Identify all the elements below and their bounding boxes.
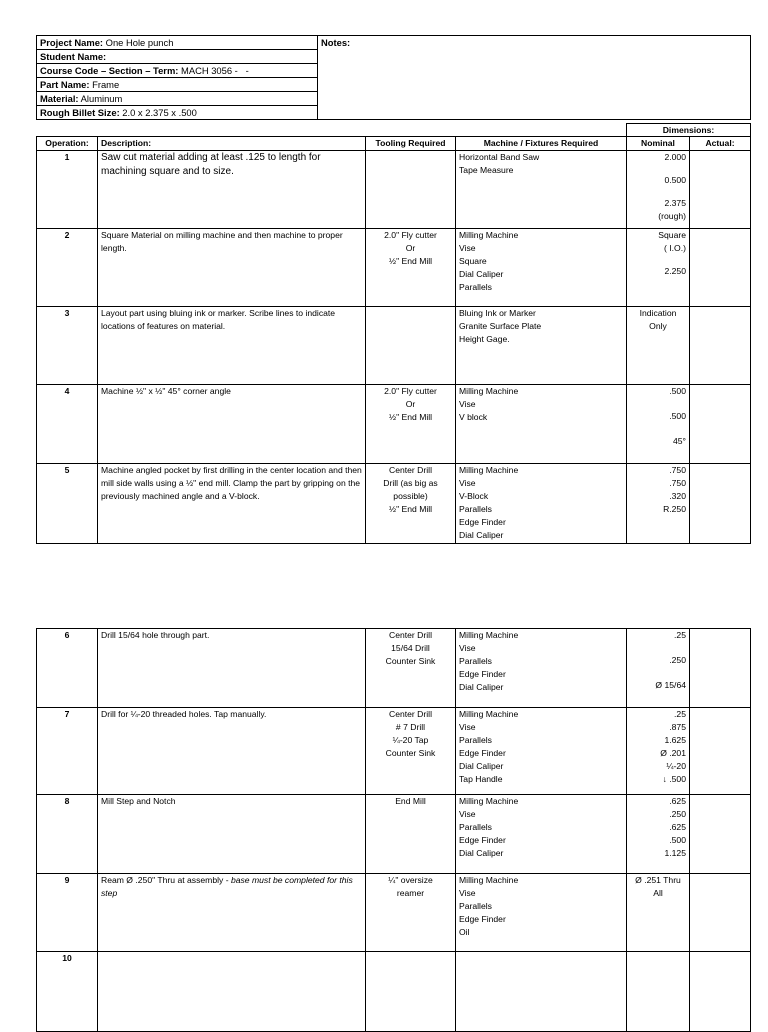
op-nominal[interactable]: Indication Only [627,307,690,385]
op-description-text: Ream Ø .250" Thru at assembly - [101,875,231,885]
op-tooling[interactable]: Center Drill Drill (as big as possible) ½" End Mill [366,464,456,544]
op-description[interactable]: Drill 15/64 hole through part. [98,629,366,708]
op-actual[interactable] [690,795,751,874]
op-machine[interactable] [456,952,627,1032]
op-number: 5 [37,464,98,544]
operation-header: Operation: [37,137,98,151]
notes-label: Notes: [321,37,351,48]
table-row [37,151,751,229]
course-cell [37,64,318,78]
op-nominal[interactable] [627,952,690,1032]
op-machine[interactable]: Milling Machine Vise Square Dial Caliper Parallels [456,229,627,307]
part-name-value[interactable]: Frame [92,79,120,90]
op-tooling[interactable] [366,307,456,385]
op-number: 2 [37,229,98,307]
op-machine[interactable]: Bluing Ink or Marker Granite Surface Plate Height Gage. [456,307,627,385]
op-tooling[interactable] [366,151,456,229]
op-description[interactable]: Square Material on milling machine and then machine to proper length. [98,229,366,307]
op-actual[interactable] [690,464,751,544]
op-tooling[interactable]: End Mill [366,795,456,874]
table-row [37,464,751,544]
op-number: 10 [37,952,98,1032]
op-nominal[interactable]: .25 .250 Ø 15/64 [627,629,690,708]
op-description[interactable]: Mill Step and Notch [98,795,366,874]
operations-table-1 [36,123,751,544]
billet-value[interactable]: 2.0 x 2.375 x .500 [122,107,197,118]
op-nominal[interactable]: Ø .251 Thru All [627,874,690,952]
op-nominal[interactable]: .750 .750 .320 R.250 [627,464,690,544]
op-actual[interactable] [690,629,751,708]
op-actual[interactable] [690,307,751,385]
op-actual[interactable] [690,151,751,229]
part-name-label: Part Name: [40,79,90,90]
table-row [37,795,751,874]
student-name-label: Student Name: [40,51,107,62]
op-tooling[interactable]: 2.0" Fly cutter Or ½" End Mill [366,385,456,464]
op-machine[interactable]: Milling Machine Vise V block [456,385,627,464]
op-tooling[interactable] [366,952,456,1032]
op-machine[interactable]: Milling Machine Vise V-Block Parallels Edge Finder Dial Caliper [456,464,627,544]
student-name-cell [37,50,318,64]
op-machine[interactable]: Milling Machine Vise Parallels Edge Finder Dial Caliper [456,629,627,708]
op-nominal[interactable]: Square ( I.O.) 2.250 [627,229,690,307]
op-number: 4 [37,385,98,464]
op-actual[interactable] [690,708,751,795]
op-description[interactable]: Machine angled pocket by first drilling in the center location and then mill side walls using a ½" end mill. Clamp the part by gripping on the previously machined angle and a V-block. [98,464,366,544]
op-number: 9 [37,874,98,952]
op-description[interactable]: Machine ½" x ½" 45° corner angle [98,385,366,464]
op-number: 6 [37,629,98,708]
header-info-table [36,35,751,120]
material-value[interactable]: Aluminum [80,93,123,104]
tooling-header: Tooling Required [366,137,456,151]
nominal-header: Nominal [627,137,690,151]
table-row [37,229,751,307]
table-row [37,385,751,464]
op-actual[interactable] [690,952,751,1032]
op-actual[interactable] [690,229,751,307]
op-description-note: base must be completed for this step [101,875,353,898]
course-label: Course Code – Section – Term: [40,65,179,76]
op-tooling[interactable]: ¼" oversize reamer [366,874,456,952]
op-tooling[interactable]: Center Drill # 7 Drill ¼-20 Tap Counter Sink [366,708,456,795]
op-description[interactable]: Saw cut material adding at least .125 to length for machining square and to size. [98,151,366,229]
machine-header: Machine / Fixtures Required [456,137,627,151]
op-machine[interactable]: Milling Machine Vise Parallels Edge Finder Dial Caliper Tap Handle [456,708,627,795]
op-machine[interactable]: Horizontal Band Saw Tape Measure [456,151,627,229]
course-value[interactable]: MACH 3056 - - [181,65,249,76]
material-cell [37,92,318,106]
op-actual[interactable] [690,385,751,464]
material-label: Material: [40,93,79,104]
op-description[interactable] [98,952,366,1032]
notes-cell[interactable] [318,36,751,120]
project-name-label: Project Name: [40,37,104,48]
op-description[interactable]: Layout part using bluing ink or marker. Scribe lines to indicate locations of features on material. [98,307,366,385]
op-machine[interactable]: Milling Machine Vise Parallels Edge Finder Oil [456,874,627,952]
table-row [37,708,751,795]
project-name-value[interactable]: One Hole punch [105,37,174,48]
op-tooling[interactable]: Center Drill 15/64 Drill Counter Sink [366,629,456,708]
description-header: Description: [98,137,366,151]
op-actual[interactable] [690,874,751,952]
op-machine[interactable]: Milling Machine Vise Parallels Edge Finder Dial Caliper [456,795,627,874]
table-row [37,307,751,385]
op-nominal[interactable]: .500 .500 45° [627,385,690,464]
op-number: 8 [37,795,98,874]
op-number: 7 [37,708,98,795]
billet-cell [37,106,318,120]
part-name-cell [37,78,318,92]
actual-header: Actual: [690,137,751,151]
dimensions-header: Dimensions: [627,124,751,137]
table-row [37,874,751,952]
op-nominal[interactable]: .625 .250 .625 .500 1.125 [627,795,690,874]
op-nominal[interactable]: .25 .875 1.625 Ø .201 ¼-20 ↓ .500 [627,708,690,795]
op-number: 3 [37,307,98,385]
table-row [37,952,751,1032]
op-tooling[interactable]: 2.0" Fly cutter Or ½" End Mill [366,229,456,307]
op-description[interactable] [98,874,366,952]
operations-table-2 [36,628,751,1032]
project-name-cell [37,36,318,50]
table-row [37,629,751,708]
billet-label: Rough Billet Size: [40,107,120,118]
op-number: 1 [37,151,98,229]
op-nominal[interactable]: 2.000 0.500 2.375 (rough) [627,151,690,229]
op-description[interactable]: Drill for ¼-20 threaded holes. Tap manually. [98,708,366,795]
